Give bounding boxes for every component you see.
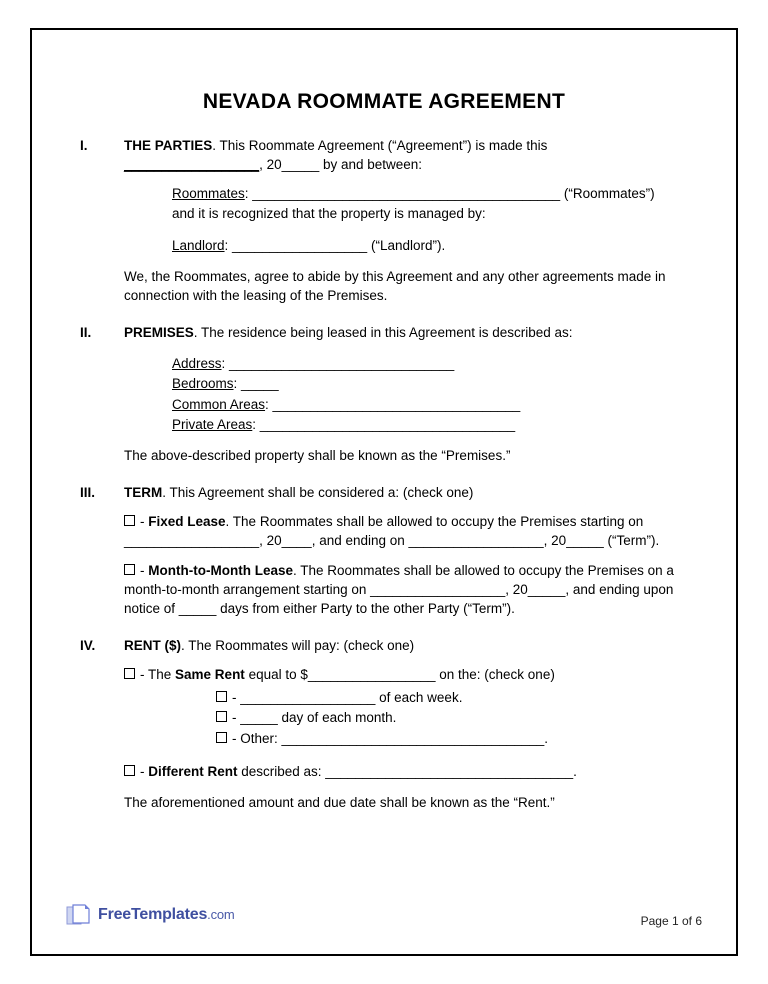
checkbox-month-to-month-lease[interactable] (124, 564, 135, 575)
page-title: NEVADA ROOMMATE AGREEMENT (202, 90, 566, 113)
section-numeral: I. (80, 138, 88, 153)
rent-option-same[interactable] (124, 665, 702, 684)
term-intro-text: . This Agreement shall be considered a: (check one) (162, 485, 474, 501)
section-numeral: IV. (80, 637, 96, 653)
page-border (30, 28, 738, 956)
page-footer (66, 902, 702, 928)
rent-sub-other-text: - Other: ___________________________________. (232, 730, 549, 746)
rent-sub-options (216, 688, 702, 747)
bedrooms-blank[interactable]: : _____ (233, 376, 279, 392)
dash-separator: - (140, 763, 149, 779)
rent-sub-month[interactable] (216, 708, 702, 727)
dash-separator: - (140, 514, 149, 530)
rent-closing: The aforementioned amount and due date shall be known as the “Rent.” (124, 794, 555, 810)
common-areas-line (172, 395, 702, 414)
landlord-label: Landlord (172, 237, 225, 253)
dash-separator: - (140, 667, 149, 683)
freetemplates-logo[interactable] (66, 902, 235, 928)
parties-intro-line2-rest: , 20_____ by and between: (259, 157, 423, 173)
parties-roommates-block (172, 184, 702, 223)
bedrooms-label: Bedrooms (172, 376, 234, 392)
parties-heading: THE PARTIES (124, 138, 213, 153)
different-rent-label: Different Rent (148, 763, 238, 779)
rent-sub-month-text: - _____ day of each month. (232, 710, 397, 726)
mtm-lease-text: . The Roommates shall be allowed to occupy the Premises on a month-to-month arrangement starting on __________________, 20_____, and ending upon notice of _____ days from either Party to the other Party (“Term”). (124, 562, 674, 616)
rent-heading: RENT ($) (124, 637, 181, 653)
rent-intro-text: . The Roommates will pay: (check one) (181, 637, 415, 653)
document-pages-icon (66, 902, 92, 928)
logo-text (98, 906, 235, 924)
roommates-blank[interactable]: : _________________________________________ (244, 186, 561, 202)
roommates-label: Roommates (172, 186, 245, 202)
section-body (124, 483, 702, 628)
same-rent-text: equal to $_________________ on the: (check one) (244, 667, 555, 683)
managed-by-line: and it is recognized that the property is managed by: (172, 206, 486, 222)
landlord-line (172, 236, 702, 255)
premises-closing: The above-described property shall be known as the “Premises.” (124, 447, 511, 463)
rent-option-different[interactable] (124, 762, 702, 781)
bedrooms-line (172, 374, 702, 393)
roommates-line (172, 184, 702, 203)
checkbox-rent-other[interactable] (216, 732, 227, 743)
parties-landlord-block (172, 236, 702, 255)
section-numeral: III. (80, 485, 96, 501)
different-rent-text: described as: _________________________________. (237, 763, 577, 779)
roommates-tail: (“Roommates”) (560, 186, 655, 202)
common-areas-blank[interactable]: : _________________________________ (265, 396, 521, 412)
term-option-mtm[interactable] (124, 561, 702, 618)
checkbox-different-rent[interactable] (124, 765, 135, 776)
checkbox-same-rent[interactable] (124, 668, 135, 679)
rent-sub-week[interactable] (216, 688, 702, 707)
premises-fields (172, 354, 702, 434)
section-term (66, 483, 702, 628)
premises-heading: PREMISES (124, 325, 194, 341)
term-option-fixed[interactable] (124, 512, 702, 550)
common-areas-label: Common Areas (172, 396, 266, 412)
page-number: Page 1 of 6 (640, 914, 702, 928)
rent-intro (124, 636, 702, 655)
checkbox-rent-weekly[interactable] (216, 691, 227, 702)
fixed-lease-label: Fixed Lease (148, 514, 226, 530)
landlord-tail: (“Landlord”). (367, 237, 446, 253)
same-rent-pre: The (148, 667, 176, 683)
rent-sub-week-text: - __________________ of each week. (232, 690, 463, 706)
address-blank[interactable]: : ______________________________ (221, 356, 455, 372)
address-line (172, 354, 702, 373)
private-areas-line (172, 415, 702, 434)
section-body (124, 323, 702, 475)
section-body (124, 136, 702, 315)
logo-suffix: .com (207, 907, 235, 922)
mtm-lease-label: Month-to-Month Lease (148, 562, 293, 578)
premises-intro (124, 323, 702, 342)
same-rent-label: Same Rent (175, 667, 245, 683)
parties-intro-line1: . This Roommate Agreement (“Agreement”) is made this (212, 138, 548, 153)
parties-closing: We, the Roommates, agree to abide by this Agreement and any other agreements made in connection with the leasing of the Premises. (124, 268, 666, 303)
parties-intro (124, 136, 702, 174)
section-body (124, 636, 702, 822)
section-numeral: II. (80, 325, 92, 341)
premises-intro-text: . The residence being leased in this Agreement is described as: (193, 325, 573, 341)
address-label: Address (172, 356, 222, 372)
dash-separator: - (140, 562, 149, 578)
private-areas-label: Private Areas (172, 416, 253, 432)
section-rent (66, 636, 702, 822)
checkbox-fixed-lease[interactable] (124, 515, 135, 526)
term-intro (124, 483, 702, 502)
landlord-blank[interactable]: : __________________ (224, 237, 368, 253)
checkbox-rent-monthly[interactable] (216, 711, 227, 722)
parties-date-blank[interactable]: __________________ (124, 157, 260, 173)
section-parties (66, 136, 702, 315)
private-areas-blank[interactable]: : __________________________________ (252, 416, 516, 432)
rent-sub-other[interactable] (216, 729, 702, 748)
term-heading: TERM (124, 485, 163, 501)
fixed-lease-text: . The Roommates shall be allowed to occupy the Premises starting on __________________, 20____, and ending on __________________, 20_____ (“Term”). (124, 514, 660, 549)
logo-name: FreeTemplates (98, 906, 208, 923)
section-premises (66, 323, 702, 475)
